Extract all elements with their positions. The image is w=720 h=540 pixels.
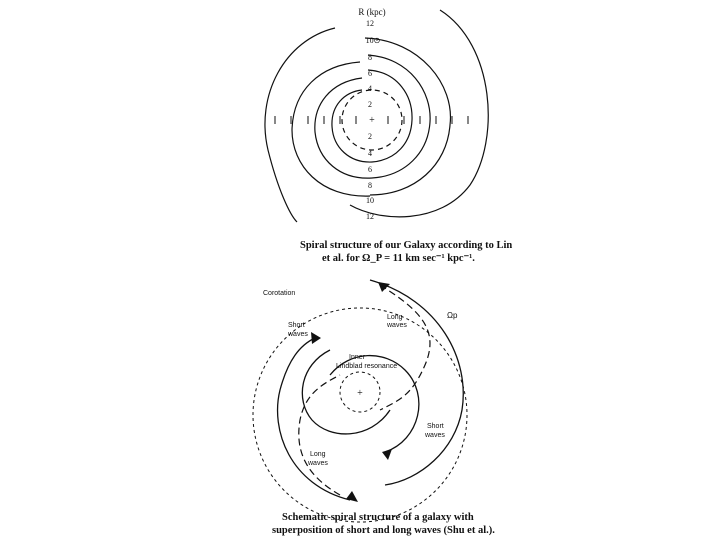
- tick-labels-below: [366, 132, 374, 221]
- galactic-center-mark: +: [369, 115, 375, 126]
- short-waves-left-label-1: Short: [288, 322, 305, 329]
- bottom-caption-line-1: Schematic spiral structure of a galaxy with: [282, 512, 474, 523]
- bottom-caption: [272, 511, 495, 537]
- top-caption-line-1: Spiral structure of our Galaxy according to Lin: [300, 240, 513, 251]
- tick-label-10-top: 10⊙: [365, 36, 381, 45]
- long-waves-top-label-2: waves: [387, 322, 407, 329]
- arrow-right: [382, 449, 392, 460]
- spiral-arm-inner-right: [368, 55, 430, 178]
- bottom-caption-line-2: superposition of short and long waves (Shu et al.).: [272, 525, 495, 536]
- arrow-short-waves-left: [311, 332, 321, 344]
- short-waves-right-label-1: Short: [427, 423, 444, 430]
- tick-label-6-top: 6: [368, 69, 372, 78]
- spiral-arm-mid-right: [365, 38, 450, 195]
- long-waves-bottom-label-2: waves: [308, 460, 328, 467]
- long-wave-arm-bottom: [299, 375, 340, 495]
- tick-label-10-bottom: 10: [366, 196, 374, 205]
- spiral-arm-outer-left: [265, 28, 335, 222]
- tick-label-12-top: 12: [366, 19, 374, 28]
- spiral-arm-mid-left: [292, 62, 370, 196]
- short-waves-right-label-2: waves: [425, 432, 445, 439]
- tick-label-2-top: 2: [368, 100, 372, 109]
- tick-label-4-bottom: 4: [368, 149, 372, 158]
- tick-label-6-bottom: 6: [368, 165, 372, 174]
- arrow-bottom: [346, 491, 358, 502]
- omega-p-label: Ωp: [447, 311, 458, 320]
- inner-lindblad-label-1: Inner: [349, 354, 365, 361]
- tick-label-8-bottom: 8: [368, 181, 372, 190]
- corotation-circle: [253, 308, 467, 522]
- top-caption: [300, 239, 512, 265]
- inner-lindblad-label-2: Lindblad resonance: [336, 363, 398, 370]
- tick-label-12-bottom: 12: [366, 212, 374, 221]
- long-wave-arm-top: [380, 285, 430, 410]
- spiral-arm-core-left: [332, 90, 372, 162]
- tick-label-8-top: 8: [368, 53, 372, 62]
- tick-labels-above: [366, 19, 381, 109]
- tick-label-2-bottom: 2: [368, 132, 372, 141]
- schematic-center-mark: +: [357, 388, 363, 399]
- long-waves-bottom-label-1: Long: [310, 451, 326, 458]
- tick-label-4-top: 4: [368, 84, 372, 93]
- top-caption-line-2: et al. for Ω_P = 11 km sec⁻¹ kpc⁻¹.: [322, 253, 475, 264]
- short-waves-left-label-2: waves: [288, 331, 308, 338]
- long-waves-top-label-1: Long: [387, 314, 403, 321]
- corotation-label: Corotation: [263, 290, 296, 297]
- axis-label-r-kpc: R (kpc): [358, 7, 386, 17]
- schematic-spiral-diagram: [0, 270, 720, 540]
